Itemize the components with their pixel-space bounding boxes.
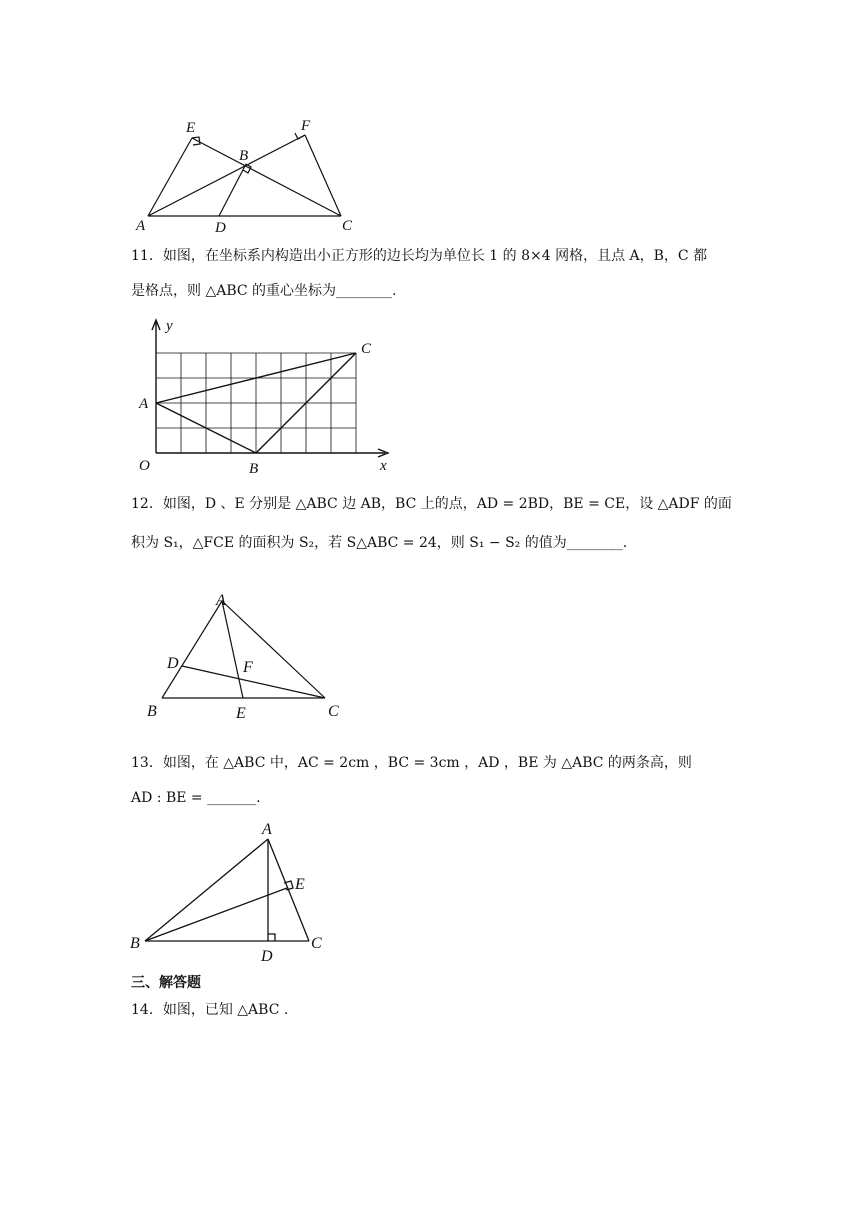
question-13-line2: AD : BE = _______. xyxy=(131,790,261,806)
label-E: E xyxy=(295,876,305,893)
label-D: D xyxy=(167,655,179,672)
question-11-line1: 11．如图，在坐标系内构造出小正方形的边长均为单位长 1 的 8×4 网格，且点 A，B，C 都 xyxy=(131,248,708,264)
axis-label-y: y xyxy=(166,318,173,334)
label-C: C xyxy=(361,341,372,357)
section-heading: 三、解答题 xyxy=(131,975,201,991)
axis-label-x: x xyxy=(380,458,387,474)
figure-q12 xyxy=(140,585,360,725)
label-C: C xyxy=(328,703,339,720)
label-F: F xyxy=(301,118,311,134)
question-14-line1: 14．如图，已知 △ABC . xyxy=(131,1002,289,1018)
label-C: C xyxy=(342,218,353,234)
label-O: O xyxy=(139,458,150,474)
figure-q13 xyxy=(125,815,345,965)
label-F: F xyxy=(243,659,253,676)
question-12-line2: 积为 S₁，△FCE 的面积为 S₂，若 S△ABC = 24，则 S₁ − S₂ 的值为________. xyxy=(131,535,628,551)
label-A: A xyxy=(262,821,272,838)
label-B: B xyxy=(239,148,249,164)
question-12-line1: 12．如图，D 、E 分别是 △ABC 边 AB，BC 上的点，AD = 2BD，BE = CE，设 △ADF 的面 xyxy=(131,496,732,512)
label-B: B xyxy=(130,935,140,952)
label-D: D xyxy=(261,948,273,965)
label-E: E xyxy=(236,705,246,722)
label-A: A xyxy=(136,218,146,234)
label-B: B xyxy=(249,461,259,477)
figure-q10 xyxy=(130,112,370,237)
label-E: E xyxy=(186,120,196,136)
label-B: B xyxy=(147,703,157,720)
figure-q11-grid xyxy=(130,312,400,477)
label-C: C xyxy=(311,935,322,952)
question-13-line1: 13．如图，在 △ABC 中，AC = 2cm ，BC = 3cm ，AD ，BE 为 △ABC 的两条高，则 xyxy=(131,755,692,771)
label-A: A xyxy=(139,396,149,412)
label-D: D xyxy=(215,220,226,236)
question-11-line2: 是格点，则 △ABC 的重心坐标为________. xyxy=(131,283,397,299)
label-A: A xyxy=(216,592,226,609)
